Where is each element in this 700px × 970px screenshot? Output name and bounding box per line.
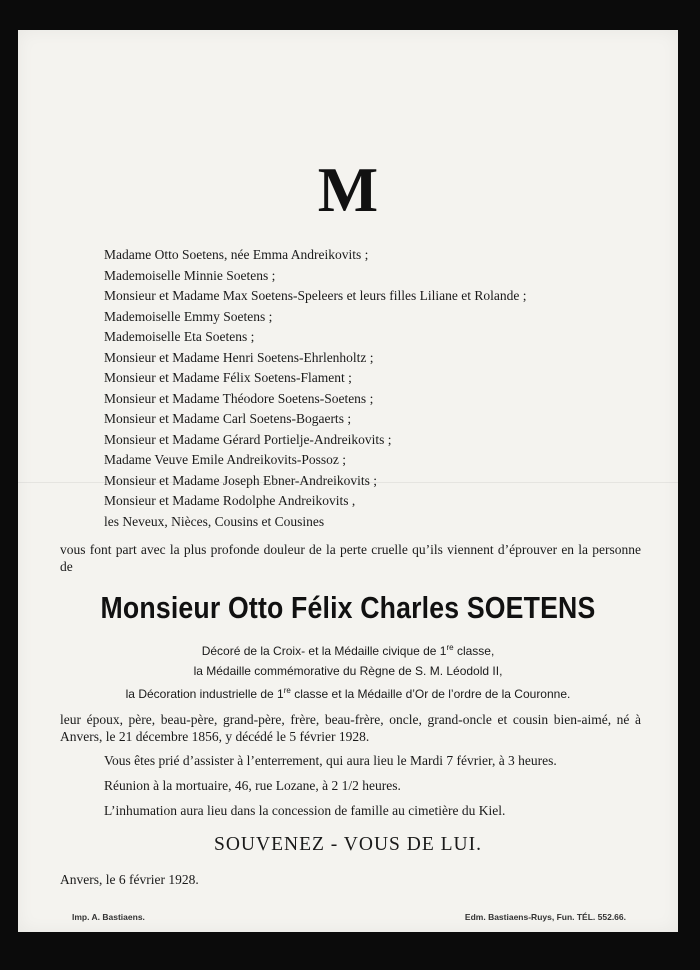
funeral-text: Vous êtes prié d’assister à l’enterrement, qui aura lieu le Mardi 7 février, à 3 heures.: [104, 753, 557, 768]
honor-text: classe,: [453, 644, 495, 658]
honor-superscript: re: [446, 643, 454, 652]
family-member: Mademoiselle Minnie Soetens ;: [104, 267, 276, 283]
honor-text: classe et la Médaille d’Or de l’ordre de la Couronne.: [290, 687, 571, 701]
honor-text: la Décoration industrielle de 1: [125, 687, 284, 701]
family-member: Mademoiselle Eta Soetens ;: [104, 329, 255, 344]
announcement-text: vous font part avec la plus profonde douleur de la perte cruelle qu’ils viennent d’éprouver en la personne de: [60, 542, 641, 574]
motto: SOUVENEZ - VOUS DE LUI.: [214, 834, 482, 855]
relation-text: leur époux, père, beau-père, grand-père, frère, beau-frère, oncle, grand-oncle et cousin bien-aimé, né à Anvers, le 21 décembre 1856, y décédé le 5 février 1928.: [60, 712, 641, 744]
mourning-card: [18, 30, 678, 932]
family-member: Monsieur et Madame Rodolphe Andreikovits ,: [104, 493, 356, 508]
deceased-name: Monsieur Otto Félix Charles SOETENS: [100, 590, 596, 625]
honor-line: [18, 681, 678, 705]
honor-line: la Médaille commémorative du Règne de S. M. Léodold II,: [193, 663, 503, 678]
undertaker-credit: Edm. Bastiaens-Ruys, Fun. TÉL. 552.66.: [464, 912, 626, 922]
family-member: les Neveux, Nièces, Cousins et Cousines: [104, 513, 325, 529]
honor-text: Décoré de la Croix- et la Médaille civique de 1: [201, 644, 447, 658]
family-member: Madame Otto Soetens, née Emma Andreikovits ;: [104, 247, 369, 262]
family-member: Madame Veuve Emile Andreikovits-Possoz ;: [104, 452, 346, 467]
family-member: Monsieur et Madame Théodore Soetens-Soetens ;: [104, 390, 374, 406]
meeting-text: Réunion à la mortuaire, 46, rue Lozane, à 2 1/2 heures.: [104, 778, 401, 793]
family-member: Monsieur et Madame Henri Soetens-Ehrlenholtz ;: [104, 349, 374, 365]
family-member: Monsieur et Madame Gérard Portielje-Andreikovits ;: [104, 431, 392, 447]
family-member: Mademoiselle Emmy Soetens ;: [104, 308, 273, 324]
family-member: Monsieur et Madame Carl Soetens-Bogaerts ;: [104, 411, 352, 426]
initial-letter: M: [317, 154, 379, 225]
honor-line: [18, 638, 678, 662]
family-member: Monsieur et Madame Max Soetens-Speleers et leurs filles Liliane et Rolande ;: [104, 288, 527, 303]
honor-superscript: re: [283, 686, 291, 695]
printer-credit: Imp. A. Bastiaens.: [72, 912, 145, 922]
place-date: Anvers, le 6 février 1928.: [60, 872, 199, 887]
honors-block: [18, 638, 678, 705]
family-member: Monsieur et Madame Félix Soetens-Flament ;: [104, 370, 352, 385]
family-list: [104, 245, 527, 532]
burial-text: L’inhumation aura lieu dans la concession de famille au cimetière du Kiel.: [104, 803, 506, 818]
family-member: Monsieur et Madame Joseph Ebner-Andreikovits ;: [104, 472, 378, 488]
